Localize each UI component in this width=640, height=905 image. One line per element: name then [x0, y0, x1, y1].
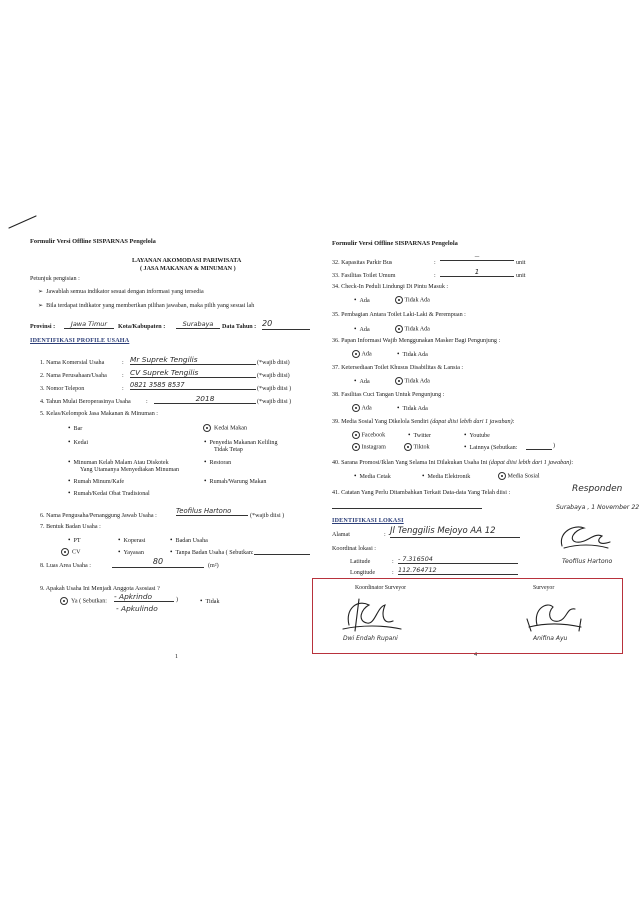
selected-circle-icon — [60, 597, 68, 605]
option-rumah-minum[interactable]: • Rumah Minum/Kafe — [68, 477, 125, 485]
option-tanpa-badan[interactable]: • Tanpa Badan Usaha ( Sebutkan: — [170, 548, 254, 556]
q8-label: 8. Luas Area Usaha : — [40, 563, 91, 569]
address-label: Alamat — [332, 532, 350, 538]
area-field[interactable]: 80 — [112, 557, 204, 568]
q34-label: 34. Check-In Peduli Lindungi Di Pintu Masuk : — [332, 284, 449, 290]
signature-date: Surabaya , 1 November 22 — [556, 504, 640, 511]
option-facebook[interactable]: Facebook — [352, 431, 385, 440]
year-value[interactable]: 20 — [262, 319, 310, 330]
q37-tidak-ada[interactable]: Tidak Ada — [395, 377, 430, 386]
option-kedai-makan[interactable]: Kedai Makan — [203, 424, 247, 433]
required-note: (*wajib diisi ) — [250, 513, 285, 519]
page-header: Formulir Versi Offline SISPARNAS Pengelola — [332, 240, 458, 247]
city-value[interactable]: Surabaya — [176, 320, 220, 329]
q37-ada[interactable]: • Ada — [354, 377, 370, 385]
bus-parking-field[interactable]: — — [440, 254, 514, 261]
business-name-field[interactable]: Mr Suprek Tengilis — [130, 355, 256, 365]
surveyor-name: Anifina Ayu — [533, 635, 568, 642]
q3-label: 3. Nomor Telepon — [40, 386, 85, 392]
colon: : — [146, 399, 148, 405]
coordinates-label: Koordinat lokasi : — [332, 546, 377, 552]
option-cv[interactable]: CV — [61, 548, 81, 557]
q35-tidak-ada[interactable]: Tidak Ada — [395, 325, 430, 334]
colon: : — [122, 360, 124, 366]
colon: : — [122, 386, 124, 392]
longitude-label: Longitude — [350, 570, 376, 576]
longitude-field[interactable]: 112.764712 — [398, 566, 518, 575]
coordinator-surveyor-label: Koordinator Surveyor — [355, 585, 407, 591]
colon: : — [434, 273, 436, 279]
q1-label: 1. Nama Komersial Usaha — [40, 360, 105, 366]
q38-label: 38. Fasilitas Cuci Tangan Untuk Pengunjung : — [332, 392, 445, 398]
lainnya-field[interactable] — [526, 449, 552, 450]
page-number: 1 — [175, 654, 179, 660]
signature-box — [312, 578, 623, 654]
latitude-field[interactable]: - 7.316504 — [398, 555, 518, 564]
form-subtitle: ( JASA MAKANAN & MINUMAN ) — [140, 266, 236, 272]
close-paren: ) — [553, 443, 556, 449]
option-pt[interactable]: • PT — [68, 536, 81, 544]
form-title: LAYANAN AKOMODASI PARIWISATA — [132, 258, 242, 264]
option-warung[interactable]: • Rumah/Warung Makan — [204, 477, 267, 485]
respondent-name: Teofilus Hartono — [562, 558, 613, 565]
option-restoran[interactable]: • Restoran — [204, 458, 232, 466]
q39-label: 39. Media Sosial Yang Dikelola Sendiri (dapat diisi lebih dari 1 jawaban): — [332, 419, 515, 425]
option-media-elektronik[interactable]: • Media Elektronik — [422, 472, 471, 480]
option-lainnya[interactable]: • Lainnya (Sebutkan: — [464, 443, 518, 451]
q33-label: 33. Fasilitas Toilet Umum — [332, 273, 396, 279]
option-media-sosial[interactable]: Media Sosial — [498, 472, 540, 481]
q35-ada[interactable]: • Ada — [354, 325, 370, 333]
option-youtube[interactable]: • Youtube — [464, 431, 490, 439]
q38-ada[interactable]: Ada — [352, 404, 372, 413]
option-koperasi[interactable]: • Koperasi — [118, 536, 146, 544]
q41-label: 41. Catatan Yang Perlu Ditambahkan Terkait Data-data Yang Telah diisi : — [332, 490, 511, 496]
surveyor-label: Surveyor — [533, 585, 555, 591]
tanpa-badan-field[interactable] — [254, 554, 310, 555]
area-unit: (m²) — [208, 563, 219, 569]
option-twitter[interactable]: • Twitter — [408, 431, 432, 439]
selected-circle-icon — [498, 472, 506, 480]
q35-label: 35. Pembagian Antara Toilet Laki-Laki & Perempuan : — [332, 312, 466, 318]
selected-circle-icon — [203, 424, 211, 432]
option-kelab[interactable]: • Minuman Kelab Malam Atau Diskotek — [68, 458, 169, 466]
option-kelab-line2: Yang Utamanya Menyediakan Minuman — [80, 467, 180, 473]
instruction-2: ➢ Bila terdapat indikator yang memberikan pilihan jawaban, maka pilih yang sesuai lah — [38, 303, 255, 309]
coordinator-name: Dwi Endah Rupani — [343, 635, 398, 642]
q5-label: 5. Kelas/Kelompok Jasa Makanan & Minuman : — [40, 411, 158, 417]
selected-circle-icon — [352, 350, 360, 358]
toilet-field[interactable]: 1 — [440, 267, 514, 277]
q40-label: 40. Sarana Promosi/Iklan Yang Selama Ini Dilakukan Usaha Ini (dapat diisi lebih dari 1 jawaban): — [332, 460, 574, 466]
q34-tidak-ada[interactable]: Tidak Ada — [395, 296, 430, 305]
q36-ada[interactable]: Ada — [352, 350, 372, 359]
year-started-field[interactable]: 2018 — [154, 394, 256, 404]
latitude-label: Latitude — [350, 559, 371, 565]
selected-circle-icon — [352, 443, 360, 451]
option-tidak[interactable]: • Tidak — [200, 597, 220, 605]
q7-label: 7. Bentuk Badan Usaha : — [40, 524, 101, 530]
page-number: 4 — [474, 652, 478, 658]
q9-label: 9. Apakah Usaha Ini Menjadi Anggota Asosiasi ? — [40, 586, 160, 592]
required-note: (*wajib diisi) — [257, 360, 290, 366]
required-note: (*wajib diisi ) — [257, 386, 292, 392]
option-penyedia[interactable]: • Penyedia Makanan Keliling — [204, 438, 278, 446]
q38-tidak-ada[interactable]: • Tidak Ada — [397, 404, 428, 412]
selected-circle-icon — [404, 443, 412, 451]
q4-label: 4. Tahun Mulai Beroperasinya Usaha — [40, 399, 131, 405]
selected-circle-icon — [395, 325, 403, 333]
colon: : — [122, 373, 124, 379]
instruction-1: ➢ Jawablah semua indikator sesuai dengan informasi yang tersedia — [38, 289, 204, 295]
option-kedai[interactable]: • Kedai — [68, 438, 89, 446]
owner-name-field[interactable]: Teofilus Hartono — [176, 507, 248, 516]
province-label: Provinsi : — [30, 324, 56, 330]
option-instagram[interactable]: Instagram — [352, 443, 386, 452]
option-bar[interactable]: • Bar — [68, 424, 83, 432]
selected-circle-icon — [352, 431, 360, 439]
option-rumah-obat[interactable]: • Rumah/Kedai Obat Tradisional — [68, 489, 150, 497]
phone-field[interactable]: 0821 3585 8537 — [130, 381, 256, 390]
profile-section-title: IDENTIFIKASI PROFILE USAHA — [30, 338, 130, 344]
option-tiktok[interactable]: Tiktok — [404, 443, 430, 452]
required-note: (*wajib diisi ) — [257, 399, 292, 405]
respondent-signature — [554, 518, 614, 554]
address-field[interactable]: Jl Tenggilis Mejoyo AA 12 — [390, 526, 520, 538]
q37-label: 37. Ketersediaan Toilet Khusus Disabilitas & Lansia : — [332, 365, 464, 371]
selected-circle-icon — [61, 548, 69, 556]
q34-ada[interactable]: • Ada — [354, 296, 370, 304]
colon: : — [392, 570, 394, 576]
surveyor-signature — [523, 593, 587, 633]
instructions-label: Petunjuk pengisian : — [30, 276, 80, 282]
selected-circle-icon — [352, 404, 360, 412]
association-field[interactable]: - Apkrindo — [114, 592, 174, 602]
province-value[interactable]: Jawa Timur — [64, 320, 114, 329]
option-penyedia-line2: Tidak Tetap — [214, 447, 243, 453]
company-name-field[interactable]: CV Suprek Tengilis — [130, 368, 256, 378]
colon: : — [384, 532, 386, 538]
q36-label: 36. Papan Informasi Wajib Menggunakan Masker Bagi Pengunjung : — [332, 338, 501, 344]
q2-label: 2. Nama Perusahaan/Usaha — [40, 373, 107, 379]
form-page-1 — [0, 228, 312, 668]
location-section-title: IDENTIFIKASI LOKASI — [332, 518, 404, 524]
option-badan-usaha[interactable]: • Badan Usaha — [170, 536, 208, 544]
colon: : — [434, 260, 436, 266]
unit-label: unit — [516, 273, 526, 279]
q32-label: 32. Kapasitas Parkir Bus — [332, 260, 393, 266]
respondent-label: Responden — [572, 484, 623, 494]
notes-field[interactable] — [332, 508, 482, 509]
unit-label: unit — [516, 260, 526, 266]
option-ya[interactable]: Ya ( Sebutkan: — [60, 597, 107, 606]
option-media-cetak[interactable]: • Media Cetak — [354, 472, 391, 480]
q36-tidak-ada[interactable]: • Tidak Ada — [397, 350, 428, 358]
close-paren: ) — [176, 597, 179, 603]
selected-circle-icon — [395, 377, 403, 385]
city-label: Kota/Kabupaten : — [118, 324, 166, 330]
coordinator-signature — [335, 591, 409, 635]
association-field-2[interactable]: - Apkulindo — [116, 604, 158, 613]
page-header: Formulir Versi Offline SISPARNAS Pengelola — [30, 238, 156, 245]
colon: : — [392, 559, 394, 565]
year-label: Data Tahun : — [222, 324, 257, 330]
option-yayasan[interactable]: • Yayasan — [118, 548, 144, 556]
required-note: (*wajib diisi) — [257, 373, 290, 379]
selected-circle-icon — [395, 296, 403, 304]
q6-label: 6. Nama Pengusaha/Penanggung Jawab Usaha : — [40, 513, 157, 519]
